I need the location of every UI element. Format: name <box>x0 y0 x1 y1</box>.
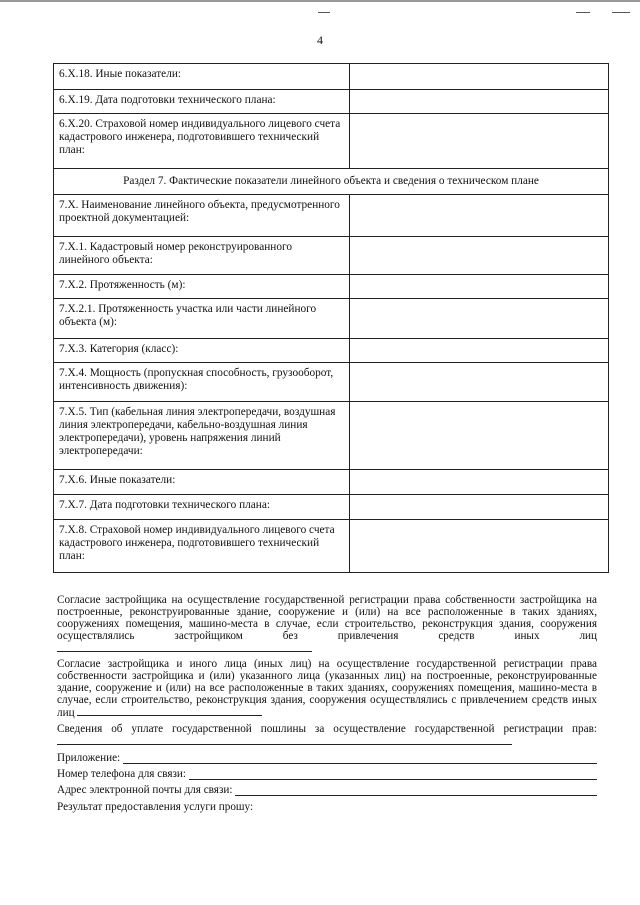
scan-artifact <box>318 12 330 13</box>
attachment-row <box>57 752 597 764</box>
value-cell[interactable] <box>350 402 609 470</box>
attachment-field[interactable] <box>123 753 597 764</box>
table-row <box>54 64 609 90</box>
row-label: 7.Х.5. Тип (кабельная линия электропередачи, воздушная линия электропередачи, кабельно-воздушная линия электропередачи), уровень напряжения линий электропередачи: <box>54 402 350 470</box>
value-cell[interactable] <box>350 195 609 237</box>
row-label: 6.Х.20. Страховой номер индивидуального лицевого счета кадастрового инженера, подготовившего технический план: <box>54 114 350 169</box>
email-row <box>57 784 597 796</box>
fee-payment-field[interactable] <box>57 735 512 745</box>
table-row <box>54 90 609 114</box>
value-cell[interactable] <box>350 64 609 90</box>
row-label: 6.Х.19. Дата подготовки технического плана: <box>54 90 350 114</box>
table-row <box>54 339 609 363</box>
phone-field[interactable] <box>189 769 597 780</box>
scan-artifact <box>612 12 630 13</box>
fee-payment-text: Сведения об уплате государственной пошлины за осуществление государственной регистрации прав: <box>57 723 597 735</box>
email-label: Адрес электронной почты для связи: <box>57 784 233 796</box>
form-table <box>53 63 609 573</box>
table-row <box>54 237 609 275</box>
table-row <box>54 363 609 402</box>
phone-label: Номер телефона для связи: <box>57 768 187 780</box>
row-label: 7.Х. Наименование линейного объекта, предусмотренного проектной документацией: <box>54 195 350 237</box>
consent-developer <box>57 594 597 655</box>
result-label: Результат предоставления услуги прошу: <box>57 801 254 813</box>
consent-developer-others-field[interactable] <box>77 706 262 716</box>
consent-developer-others-text: Согласие застройщика и иного лица (иных лиц) на осуществление государственной регистрации права собственности застройщика и (или) указанного лица (указанных лиц) на построенные, реконструированные здание, сооружение и (или) на все расположенные в таких зданиях, сооружениях помещения, машино-места в случае, если строительство, реконструкция здания, сооружения осуществлялись с привлечением средств иных лиц <box>57 658 597 719</box>
attachment-label: Приложение: <box>57 752 121 764</box>
section-header-row <box>54 169 609 195</box>
consent-developer-field[interactable] <box>57 642 312 652</box>
value-cell[interactable] <box>350 495 609 520</box>
row-label: 7.Х.2. Протяженность (м): <box>54 275 350 299</box>
value-cell[interactable] <box>350 275 609 299</box>
value-cell[interactable] <box>350 299 609 339</box>
row-label: 7.Х.6. Иные показатели: <box>54 470 350 495</box>
scan-artifact <box>576 12 590 13</box>
row-label: 7.Х.3. Категория (класс): <box>54 339 350 363</box>
row-label: 7.Х.4. Мощность (пропускная способность, грузооборот, интенсивность движения): <box>54 363 350 402</box>
phone-row <box>57 768 597 780</box>
section-7-title: Раздел 7. Фактические показатели линейного объекта и сведения о техническом плане <box>54 169 609 195</box>
value-cell[interactable] <box>350 90 609 114</box>
table-row <box>54 402 609 470</box>
row-label: 7.Х.8. Страховой номер индивидуального лицевого счета кадастрового инженера, подготовившего технический план: <box>54 520 350 573</box>
value-cell[interactable] <box>350 520 609 573</box>
table-row <box>54 275 609 299</box>
row-label: 7.Х.2.1. Протяженность участка или части линейного объекта (м): <box>54 299 350 339</box>
row-label: 7.Х.7. Дата подготовки технического плана: <box>54 495 350 520</box>
table-row <box>54 470 609 495</box>
value-cell[interactable] <box>350 339 609 363</box>
scan-top-border <box>0 0 640 2</box>
value-cell[interactable] <box>350 363 609 402</box>
value-cell[interactable] <box>350 114 609 169</box>
value-cell[interactable] <box>350 237 609 275</box>
table-row <box>54 520 609 573</box>
row-label: 6.Х.18. Иные показатели: <box>54 64 350 90</box>
result-row <box>57 801 597 813</box>
table-row <box>54 299 609 339</box>
consent-developer-text: Согласие застройщика на осуществление государственной регистрации права собственности застройщика на построенные, реконструированные здание, сооружение и (или) на все расположенные в таких зданиях, сооружениях помещения, машино-места в случае, если строительство, реконструкция здания, сооружения осуществлялись застройщиком без привлечения средств иных лиц <box>57 594 597 642</box>
consent-developer-others <box>57 658 597 719</box>
table-row <box>54 495 609 520</box>
fee-payment <box>57 723 597 748</box>
row-label: 7.Х.1. Кадастровый номер реконструированного линейного объекта: <box>54 237 350 275</box>
email-field[interactable] <box>235 785 597 796</box>
table-row <box>54 195 609 237</box>
value-cell[interactable] <box>350 470 609 495</box>
page-number: 4 <box>317 33 323 47</box>
table-row <box>54 114 609 169</box>
